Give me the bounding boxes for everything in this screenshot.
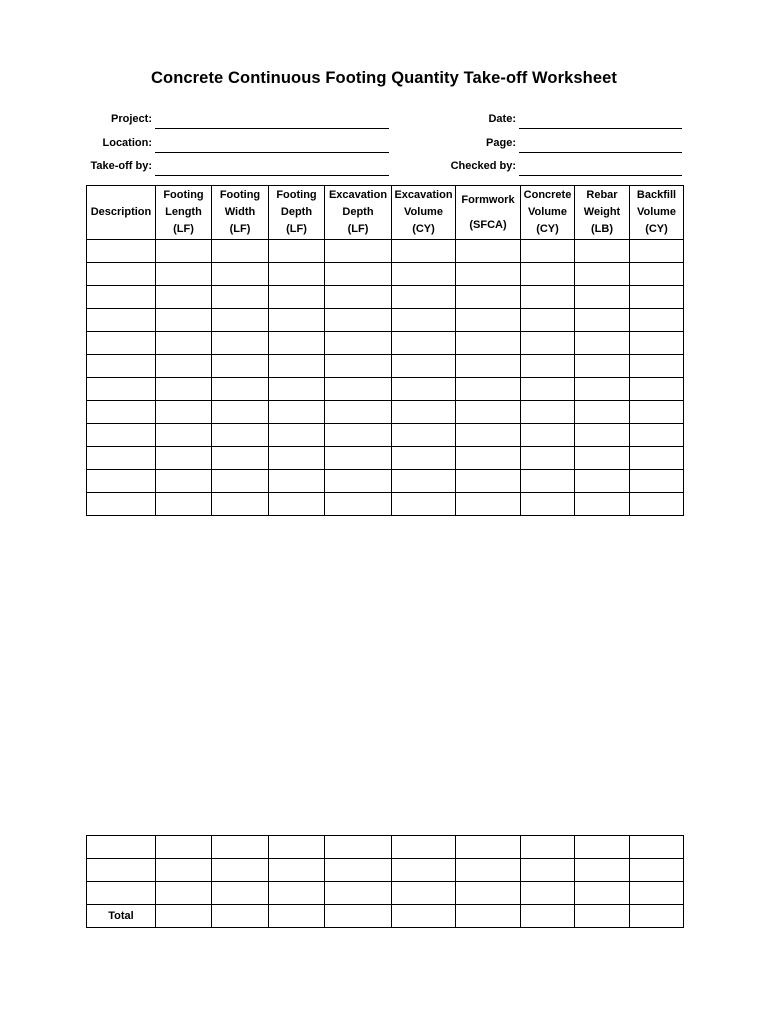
summary-cell[interactable] [521,836,575,859]
table-cell[interactable] [269,378,325,401]
location-label: Location: [102,137,152,149]
column-header-line: Footing [219,189,261,201]
totals-table [86,835,684,928]
summary-cell[interactable] [392,859,456,882]
table-cell[interactable] [575,332,630,355]
table-cell[interactable] [456,401,521,424]
table-cell[interactable] [269,470,325,493]
table-cell[interactable] [456,447,521,470]
table-cell[interactable] [575,424,630,447]
table-cell[interactable] [156,470,212,493]
table-cell[interactable] [156,493,212,516]
table-row [87,493,684,516]
table-row [87,240,684,263]
table-header-row [87,186,684,240]
column-header-line: Depth [342,206,374,218]
table-cell[interactable] [575,493,630,516]
table-row [87,378,684,401]
table-cell[interactable] [156,240,212,263]
table-cell[interactable] [575,470,630,493]
table-row [87,401,684,424]
summary-cell[interactable] [212,836,269,859]
table-cell[interactable] [269,355,325,378]
table-cell[interactable] [325,309,392,332]
column-header-line: (LF) [347,223,369,235]
table-cell[interactable] [156,309,212,332]
table-cell[interactable] [212,493,269,516]
column-header [392,186,456,240]
project-label: Project: [111,113,152,125]
column-header-line: Length [165,206,202,218]
summary-cell[interactable] [630,905,684,928]
table-cell[interactable] [456,355,521,378]
table-cell[interactable] [456,309,521,332]
table-cell[interactable] [87,332,156,355]
location-field[interactable] [155,138,389,153]
page-field[interactable] [519,138,682,153]
table-cell[interactable] [212,309,269,332]
table-row [87,355,684,378]
summary-cell[interactable] [456,859,521,882]
table-cell[interactable] [392,332,456,355]
column-header-line: Description [90,206,152,218]
table-cell[interactable] [87,378,156,401]
table-cell[interactable] [212,470,269,493]
table-cell[interactable] [325,401,392,424]
summary-cell[interactable] [212,905,269,928]
table-cell[interactable] [392,309,456,332]
table-cell[interactable] [87,240,156,263]
takeoff-by-label: Take-off by: [90,160,152,172]
summary-cell[interactable] [212,859,269,882]
table-cell[interactable] [156,286,212,309]
table-cell[interactable] [392,401,456,424]
column-header-line: Depth [280,206,313,218]
column-header-line: Width [224,206,256,218]
table-cell[interactable] [392,470,456,493]
table-cell[interactable] [575,286,630,309]
summary-cell[interactable] [575,836,630,859]
column-header [575,186,630,240]
summary-cell[interactable] [87,859,156,882]
total-label: Total [87,905,156,928]
summary-row [87,836,684,859]
table-cell[interactable] [630,355,684,378]
summary-cell[interactable] [269,859,325,882]
table-cell[interactable] [212,447,269,470]
table-cell[interactable] [521,378,575,401]
table-cell[interactable] [521,309,575,332]
table-cell[interactable] [269,424,325,447]
table-cell[interactable] [87,286,156,309]
table-row [87,286,684,309]
table-cell[interactable] [392,240,456,263]
table-cell[interactable] [575,240,630,263]
table-cell[interactable] [269,332,325,355]
column-header-line: Formwork [461,193,515,206]
total-row [87,905,684,928]
summary-cell[interactable] [630,836,684,859]
table-cell[interactable] [630,332,684,355]
column-header-line: (LF) [286,223,307,235]
table-cell[interactable] [630,378,684,401]
takeoff-by-field[interactable] [155,161,389,176]
table-cell[interactable] [575,378,630,401]
summary-cell[interactable] [456,905,521,928]
column-header-line: (LF) [173,223,194,235]
summary-row [87,882,684,905]
table-cell[interactable] [521,263,575,286]
column-header [456,186,521,240]
summary-cell[interactable] [575,859,630,882]
table-cell[interactable] [392,447,456,470]
table-cell[interactable] [269,309,325,332]
table-cell[interactable] [156,424,212,447]
table-row [87,309,684,332]
summary-cell[interactable] [325,905,392,928]
summary-cell[interactable] [392,905,456,928]
column-header [630,186,684,240]
table-cell[interactable] [212,378,269,401]
table-cell[interactable] [392,424,456,447]
table-cell[interactable] [156,378,212,401]
table-cell[interactable] [212,424,269,447]
column-header-line: Footing [163,189,204,201]
table-row [87,332,684,355]
table-cell[interactable] [392,263,456,286]
column-header [156,186,212,240]
table-cell[interactable] [456,240,521,263]
column-header-line: Backfill [636,189,677,201]
table-cell[interactable] [521,332,575,355]
column-header-line: Volume [528,206,567,218]
table-cell[interactable] [325,447,392,470]
table-cell[interactable] [156,332,212,355]
table-cell[interactable] [521,286,575,309]
table-cell[interactable] [392,378,456,401]
column-header [212,186,269,240]
summary-cell[interactable] [575,882,630,905]
checked-by-label: Checked by: [450,160,516,172]
summary-cell[interactable] [456,882,521,905]
table-cell[interactable] [456,470,521,493]
column-header-line: (LF) [229,223,251,235]
column-header-line: (CY) [645,223,668,235]
summary-cell[interactable] [269,882,325,905]
table-cell[interactable] [325,493,392,516]
table-cell[interactable] [212,401,269,424]
table-cell[interactable] [325,470,392,493]
summary-cell[interactable] [156,836,212,859]
summary-cell[interactable] [156,859,212,882]
checked-by-field[interactable] [519,161,682,176]
table-cell[interactable] [87,263,156,286]
summary-cell[interactable] [630,859,684,882]
column-header-line: Volume [637,206,676,218]
summary-cell[interactable] [630,882,684,905]
column-header-line: Volume [404,206,443,218]
date-field[interactable] [519,114,682,129]
table-cell[interactable] [325,263,392,286]
table-cell[interactable] [521,240,575,263]
column-header-line: (CY) [412,223,435,235]
table-cell[interactable] [521,401,575,424]
summary-cell[interactable] [575,905,630,928]
summary-cell[interactable] [392,836,456,859]
table-cell[interactable] [630,447,684,470]
table-cell[interactable] [392,493,456,516]
table-cell[interactable] [521,470,575,493]
table-cell[interactable] [456,263,521,286]
table-cell[interactable] [156,355,212,378]
summary-cell[interactable] [325,859,392,882]
table-cell[interactable] [87,447,156,470]
table-cell[interactable] [212,355,269,378]
summary-cell[interactable] [269,836,325,859]
table-cell[interactable] [156,401,212,424]
table-cell[interactable] [269,240,325,263]
column-header-line: Concrete [523,189,572,201]
column-header [269,186,325,240]
table-cell[interactable] [630,470,684,493]
table-cell[interactable] [456,332,521,355]
summary-cell[interactable] [269,905,325,928]
column-header-line: Weight [583,206,621,218]
table-cell[interactable] [575,263,630,286]
table-cell[interactable] [212,240,269,263]
table-cell[interactable] [325,355,392,378]
table-cell[interactable] [325,424,392,447]
column-header-line: Excavation [328,189,388,201]
table-cell[interactable] [325,240,392,263]
summary-cell[interactable] [456,836,521,859]
page-title: Concrete Continuous Footing Quantity Take-off Worksheet [151,69,617,87]
table-cell[interactable] [521,447,575,470]
table-row [87,263,684,286]
column-header-line: Rebar [586,189,618,201]
takeoff-table [86,185,684,516]
table-cell[interactable] [456,493,521,516]
summary-cell[interactable] [87,836,156,859]
table-cell[interactable] [630,240,684,263]
column-header-line: Footing [276,189,317,201]
column-header-line: (LB) [591,223,613,235]
column-header-line: (CY) [536,223,559,235]
date-label: Date: [488,113,516,125]
column-header [87,186,156,240]
table-cell[interactable] [392,286,456,309]
table-row [87,470,684,493]
summary-cell[interactable] [156,905,212,928]
column-header [521,186,575,240]
table-cell[interactable] [212,286,269,309]
table-cell[interactable] [575,309,630,332]
table-cell[interactable] [630,401,684,424]
summary-row [87,859,684,882]
table-cell[interactable] [87,470,156,493]
column-header [325,186,392,240]
summary-cell[interactable] [521,905,575,928]
summary-cell[interactable] [212,882,269,905]
summary-cell[interactable] [156,882,212,905]
table-cell[interactable] [575,401,630,424]
table-cell[interactable] [212,263,269,286]
table-cell[interactable] [87,401,156,424]
table-cell[interactable] [269,447,325,470]
table-cell[interactable] [521,424,575,447]
summary-cell[interactable] [392,882,456,905]
project-field[interactable] [155,114,389,129]
summary-cell[interactable] [325,836,392,859]
table-cell[interactable] [87,493,156,516]
summary-cell[interactable] [325,882,392,905]
table-cell[interactable] [269,286,325,309]
table-cell[interactable] [87,309,156,332]
table-cell[interactable] [325,378,392,401]
table-cell[interactable] [630,424,684,447]
table-row [87,424,684,447]
summary-cell[interactable] [521,882,575,905]
table-cell[interactable] [269,493,325,516]
column-header-line: Excavation [394,189,453,201]
table-cell[interactable] [630,286,684,309]
table-cell[interactable] [156,447,212,470]
table-cell[interactable] [630,493,684,516]
table-cell[interactable] [87,424,156,447]
table-cell[interactable] [325,286,392,309]
summary-cell[interactable] [87,882,156,905]
table-cell[interactable] [630,309,684,332]
table-cell[interactable] [521,493,575,516]
table-row [87,447,684,470]
table-cell[interactable] [456,424,521,447]
table-cell[interactable] [575,355,630,378]
table-cell[interactable] [630,263,684,286]
table-cell[interactable] [392,355,456,378]
table-cell[interactable] [521,355,575,378]
table-cell[interactable] [456,378,521,401]
table-cell[interactable] [456,286,521,309]
page-label: Page: [486,137,516,149]
summary-cell[interactable] [521,859,575,882]
table-cell[interactable] [575,447,630,470]
table-cell[interactable] [269,263,325,286]
table-cell[interactable] [212,332,269,355]
table-cell[interactable] [87,355,156,378]
table-cell[interactable] [269,401,325,424]
table-cell[interactable] [325,332,392,355]
column-header-line: (SFCA) [469,218,507,231]
table-cell[interactable] [156,263,212,286]
